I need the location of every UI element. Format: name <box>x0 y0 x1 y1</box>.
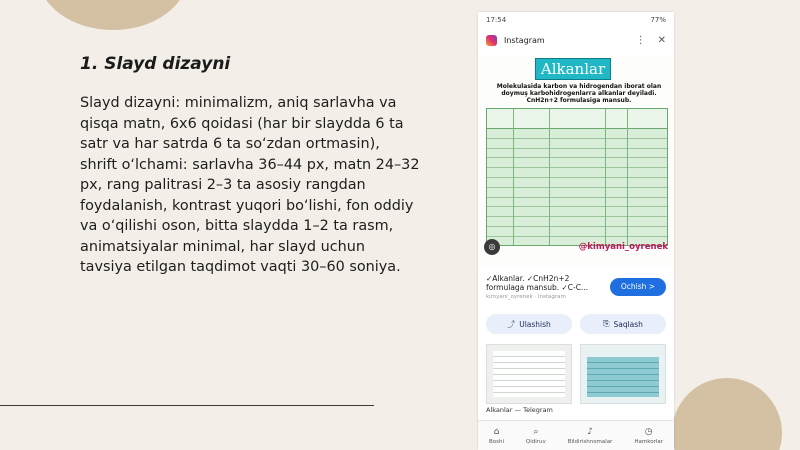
nav-history-label: Hamkorlar <box>634 438 664 445</box>
decorative-circle-top <box>38 0 188 30</box>
table-row <box>487 178 667 188</box>
table-row <box>487 129 667 139</box>
table-row <box>487 168 667 178</box>
table-column-line <box>513 109 514 245</box>
post-watermark: @kimyani_oyrenek <box>578 242 668 252</box>
bottom-navigation <box>478 420 674 450</box>
history-icon: ◷ <box>644 426 653 437</box>
table-header-row <box>487 109 667 129</box>
share-button[interactable] <box>486 314 572 334</box>
app-title: Instagram <box>504 35 545 45</box>
related-thumbnail[interactable] <box>486 344 572 404</box>
open-button[interactable]: Ochish > <box>610 278 666 296</box>
share-label: Ulashish <box>519 319 551 329</box>
post-description: Molekulasida karbon va hidrogendan iborat olan doymuş karbohidrogenlarга alkanlar deyiladi. CnH2n+2 formulasiga mansub. <box>496 83 662 104</box>
app-header <box>478 28 674 52</box>
table-row <box>487 139 667 149</box>
caption-row <box>478 268 674 312</box>
table-row <box>487 207 667 217</box>
nav-notifications[interactable] <box>568 427 613 445</box>
nav-search[interactable] <box>526 427 546 445</box>
instagram-logo-icon <box>486 35 497 46</box>
related-thumbnail[interactable] <box>580 344 666 404</box>
table-row <box>487 198 667 208</box>
post-heading: Alkanlar <box>535 58 611 80</box>
status-battery: 77% <box>650 16 666 24</box>
table-column-line <box>605 109 606 245</box>
search-icon: ⌕ <box>533 426 539 437</box>
lens-icon[interactable]: ◎ <box>484 239 500 255</box>
table-column-line <box>627 109 628 245</box>
close-icon[interactable]: ✕ <box>657 34 666 46</box>
slide-title: 1. Slayd dizayni <box>80 54 231 74</box>
nav-home-label: Boshi <box>488 438 504 445</box>
nav-history[interactable] <box>634 427 663 445</box>
home-icon: ⌂ <box>493 426 500 437</box>
decorative-circle-bottom <box>672 378 782 450</box>
post-caption: ✓Alkanlar. ✓CnH2n+2 formulaga mansub. ✓C-C... <box>486 274 589 292</box>
post-source: kimyani_oyrenek · Instagram <box>486 294 566 300</box>
share-icon: ⤴ <box>507 319 516 329</box>
table-row <box>487 149 667 159</box>
bookmark-icon: ⎘ <box>603 319 610 328</box>
related-title[interactable]: Alkanlar — Telegram <box>486 406 553 414</box>
table-row <box>487 158 667 168</box>
phone-screenshot <box>478 12 674 450</box>
nav-search-label: Qidiruv <box>525 438 546 445</box>
decorative-line <box>0 405 374 406</box>
table-row <box>487 188 667 198</box>
related-results <box>478 344 674 404</box>
post-image[interactable] <box>478 56 674 268</box>
status-time: 17:54 <box>486 16 507 24</box>
slide-body-text: Slayd dizayni: minimalizm, aniq sarlavha va qisqa matn, 6x6 qoidasi (har bir slaydda 6 ta satr va har satrda 6 ta so‘zdan ortmasin), shrift o‘lchami: sarlavha 36–44 px, matn 24–32 px, rang palitrasi 2–3 ta asosiy rangdan foydalanish, kontrast yuqori bo‘lishi, fon oddiy va o‘qilishi oson, bitta slaydda 1–2 ta rasm, animatsiyalar minimal, har slayd uchun tavsiya etilgan taqdimot vaqti 30–60 soniya. <box>80 95 420 275</box>
save-label: Saqlash <box>613 319 643 329</box>
table-column-line <box>549 109 550 245</box>
status-bar <box>478 12 674 28</box>
nav-notifications-label: Bildirishnomalar <box>567 438 613 445</box>
save-button[interactable] <box>580 314 666 334</box>
table-row <box>487 217 667 227</box>
more-vertical-icon[interactable]: ⋮ <box>635 34 646 46</box>
table-row <box>487 227 667 237</box>
alkanes-table <box>486 108 668 246</box>
action-row <box>478 314 674 334</box>
bell-icon: ♪ <box>587 426 593 437</box>
nav-home[interactable] <box>489 427 504 445</box>
